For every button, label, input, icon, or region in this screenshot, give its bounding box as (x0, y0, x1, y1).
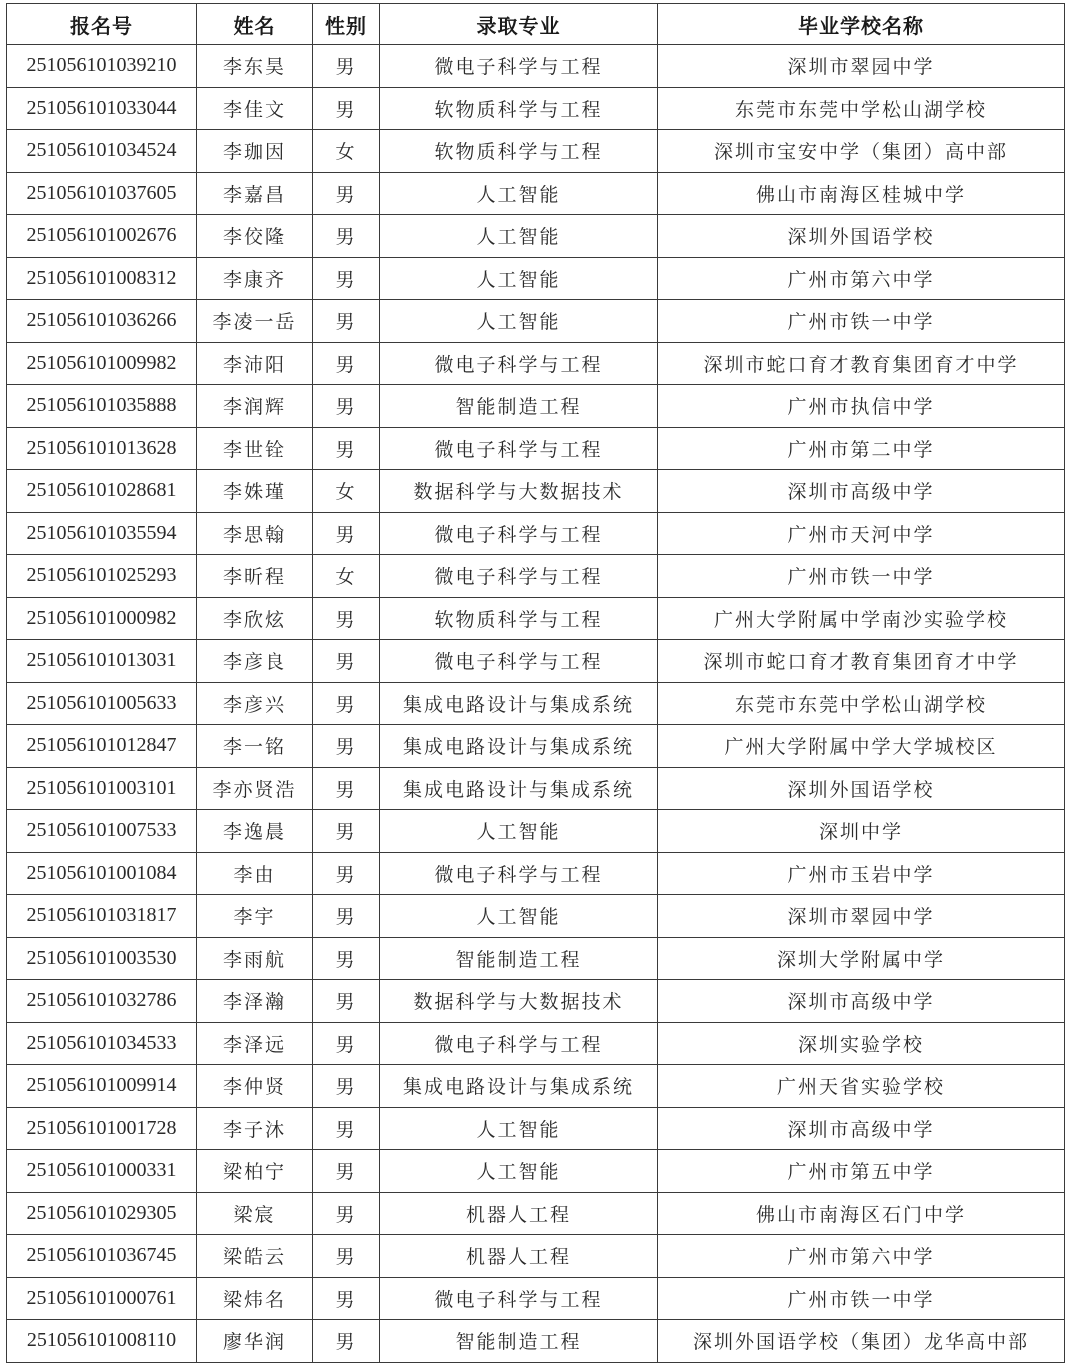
major-cell: 微电子科学与工程 (380, 512, 658, 555)
gender-cell: 男 (313, 427, 380, 470)
major-cell: 机器人工程 (380, 1192, 658, 1235)
school-cell: 广州市第六中学 (658, 257, 1065, 300)
table-row (7, 385, 1065, 428)
school-cell: 广州市铁一中学 (658, 300, 1065, 343)
school-cell: 广州市执信中学 (658, 385, 1065, 428)
gender-cell: 男 (313, 385, 380, 428)
gender-cell: 男 (313, 980, 380, 1023)
table-row (7, 767, 1065, 810)
school-cell: 广州市铁一中学 (658, 1277, 1065, 1320)
table-row (7, 725, 1065, 768)
table-row (7, 257, 1065, 300)
registration-number-cell: 251056101039210 (7, 45, 197, 88)
school-cell: 佛山市南海区石门中学 (658, 1192, 1065, 1235)
registration-number-cell: 251056101025293 (7, 555, 197, 598)
gender-cell: 男 (313, 767, 380, 810)
name-cell: 李珈因 (197, 130, 313, 173)
major-cell: 微电子科学与工程 (380, 852, 658, 895)
name-cell: 李佳文 (197, 87, 313, 130)
name-cell: 李润辉 (197, 385, 313, 428)
registration-number-cell: 251056101036745 (7, 1235, 197, 1278)
table-row (7, 1320, 1065, 1363)
name-cell: 李嘉昌 (197, 172, 313, 215)
registration-number-cell: 251056101003101 (7, 767, 197, 810)
school-cell: 深圳外国语学校 (658, 215, 1065, 258)
school-cell: 深圳市高级中学 (658, 470, 1065, 513)
major-cell: 智能制造工程 (380, 937, 658, 980)
registration-number-cell: 251056101007533 (7, 810, 197, 853)
name-cell: 李子沐 (197, 1107, 313, 1150)
name-cell: 李佼隆 (197, 215, 313, 258)
header-row (7, 4, 1065, 45)
admission-list-sheet (6, 3, 1064, 1363)
gender-cell: 男 (313, 172, 380, 215)
major-cell: 集成电路设计与集成系统 (380, 1065, 658, 1108)
school-cell: 东莞市东莞中学松山湖学校 (658, 87, 1065, 130)
gender-cell: 男 (313, 682, 380, 725)
gender-cell: 男 (313, 342, 380, 385)
registration-number-cell: 251056101000982 (7, 597, 197, 640)
name-cell: 梁柏宁 (197, 1150, 313, 1193)
gender-cell: 男 (313, 725, 380, 768)
major-cell: 微电子科学与工程 (380, 555, 658, 598)
table-header (7, 4, 1065, 45)
gender-cell: 男 (313, 512, 380, 555)
gender-cell: 男 (313, 1320, 380, 1363)
major-cell: 数据科学与大数据技术 (380, 980, 658, 1023)
table-row (7, 810, 1065, 853)
school-cell: 深圳大学附属中学 (658, 937, 1065, 980)
table-row (7, 1235, 1065, 1278)
major-cell: 集成电路设计与集成系统 (380, 725, 658, 768)
gender-cell: 男 (313, 640, 380, 683)
gender-cell: 男 (313, 1107, 380, 1150)
table-row (7, 682, 1065, 725)
table-row (7, 1192, 1065, 1235)
name-cell: 李一铭 (197, 725, 313, 768)
table-row (7, 470, 1065, 513)
table-row (7, 895, 1065, 938)
registration-number-cell: 251056101037605 (7, 172, 197, 215)
major-cell: 智能制造工程 (380, 1320, 658, 1363)
header-admitted-major: 录取专业 (380, 4, 658, 45)
major-cell: 人工智能 (380, 895, 658, 938)
major-cell: 人工智能 (380, 1107, 658, 1150)
name-cell: 李沛阳 (197, 342, 313, 385)
major-cell: 微电子科学与工程 (380, 342, 658, 385)
gender-cell: 女 (313, 555, 380, 598)
gender-cell: 男 (313, 257, 380, 300)
name-cell: 李泽远 (197, 1022, 313, 1065)
admission-table (6, 3, 1065, 1363)
name-cell: 李彦兴 (197, 682, 313, 725)
registration-number-cell: 251056101001084 (7, 852, 197, 895)
major-cell: 人工智能 (380, 172, 658, 215)
gender-cell: 男 (313, 852, 380, 895)
school-cell: 深圳中学 (658, 810, 1065, 853)
major-cell: 人工智能 (380, 257, 658, 300)
table-row (7, 87, 1065, 130)
school-cell: 广州市铁一中学 (658, 555, 1065, 598)
registration-number-cell: 251056101005633 (7, 682, 197, 725)
gender-cell: 男 (313, 1065, 380, 1108)
table-row (7, 300, 1065, 343)
header-registration-number: 报名号 (7, 4, 197, 45)
school-cell: 广州大学附属中学大学城校区 (658, 725, 1065, 768)
name-cell: 李雨航 (197, 937, 313, 980)
name-cell: 李凌一岳 (197, 300, 313, 343)
name-cell: 李思翰 (197, 512, 313, 555)
name-cell: 李昕程 (197, 555, 313, 598)
name-cell: 李宇 (197, 895, 313, 938)
name-cell: 李泽瀚 (197, 980, 313, 1023)
major-cell: 微电子科学与工程 (380, 1277, 658, 1320)
school-cell: 深圳市蛇口育才教育集团育才中学 (658, 342, 1065, 385)
school-cell: 东莞市东莞中学松山湖学校 (658, 682, 1065, 725)
major-cell: 微电子科学与工程 (380, 1022, 658, 1065)
registration-number-cell: 251056101000761 (7, 1277, 197, 1320)
name-cell: 李东昊 (197, 45, 313, 88)
registration-number-cell: 251056101035888 (7, 385, 197, 428)
name-cell: 梁皓云 (197, 1235, 313, 1278)
name-cell: 李由 (197, 852, 313, 895)
header-graduating-school: 毕业学校名称 (658, 4, 1065, 45)
table-row (7, 45, 1065, 88)
major-cell: 集成电路设计与集成系统 (380, 767, 658, 810)
school-cell: 深圳外国语学校（集团）龙华高中部 (658, 1320, 1065, 1363)
table-row (7, 215, 1065, 258)
school-cell: 深圳市翠园中学 (658, 45, 1065, 88)
major-cell: 微电子科学与工程 (380, 45, 658, 88)
name-cell: 廖华润 (197, 1320, 313, 1363)
school-cell: 广州市玉岩中学 (658, 852, 1065, 895)
gender-cell: 男 (313, 1022, 380, 1065)
table-row (7, 852, 1065, 895)
gender-cell: 女 (313, 470, 380, 513)
registration-number-cell: 251056101000331 (7, 1150, 197, 1193)
major-cell: 软物质科学与工程 (380, 87, 658, 130)
table-row (7, 937, 1065, 980)
major-cell: 集成电路设计与集成系统 (380, 682, 658, 725)
school-cell: 广州天省实验学校 (658, 1065, 1065, 1108)
gender-cell: 男 (313, 87, 380, 130)
registration-number-cell: 251056101031817 (7, 895, 197, 938)
school-cell: 广州大学附属中学南沙实验学校 (658, 597, 1065, 640)
gender-cell: 男 (313, 1277, 380, 1320)
school-cell: 深圳市宝安中学（集团）高中部 (658, 130, 1065, 173)
name-cell: 梁宸 (197, 1192, 313, 1235)
gender-cell: 男 (313, 1235, 380, 1278)
table-row (7, 1065, 1065, 1108)
header-name: 姓名 (197, 4, 313, 45)
name-cell: 李彦良 (197, 640, 313, 683)
registration-number-cell: 251056101013628 (7, 427, 197, 470)
school-cell: 广州市第五中学 (658, 1150, 1065, 1193)
school-cell: 深圳市高级中学 (658, 1107, 1065, 1150)
table-row (7, 1277, 1065, 1320)
registration-number-cell: 251056101008110 (7, 1320, 197, 1363)
major-cell: 智能制造工程 (380, 385, 658, 428)
registration-number-cell: 251056101013031 (7, 640, 197, 683)
gender-cell: 男 (313, 810, 380, 853)
school-cell: 深圳市蛇口育才教育集团育才中学 (658, 640, 1065, 683)
registration-number-cell: 251056101036266 (7, 300, 197, 343)
registration-number-cell: 251056101003530 (7, 937, 197, 980)
gender-cell: 女 (313, 130, 380, 173)
school-cell: 深圳市高级中学 (658, 980, 1065, 1023)
major-cell: 微电子科学与工程 (380, 640, 658, 683)
school-cell: 深圳市翠园中学 (658, 895, 1065, 938)
school-cell: 广州市天河中学 (658, 512, 1065, 555)
table-row (7, 512, 1065, 555)
registration-number-cell: 251056101001728 (7, 1107, 197, 1150)
table-row (7, 980, 1065, 1023)
name-cell: 李逸晨 (197, 810, 313, 853)
major-cell: 人工智能 (380, 810, 658, 853)
table-row (7, 1150, 1065, 1193)
registration-number-cell: 251056101034533 (7, 1022, 197, 1065)
name-cell: 李世铨 (197, 427, 313, 470)
registration-number-cell: 251056101033044 (7, 87, 197, 130)
table-row (7, 640, 1065, 683)
registration-number-cell: 251056101009914 (7, 1065, 197, 1108)
table-row (7, 597, 1065, 640)
major-cell: 软物质科学与工程 (380, 597, 658, 640)
school-cell: 广州市第六中学 (658, 1235, 1065, 1278)
gender-cell: 男 (313, 300, 380, 343)
school-cell: 深圳实验学校 (658, 1022, 1065, 1065)
table-row (7, 1022, 1065, 1065)
gender-cell: 男 (313, 597, 380, 640)
table-row (7, 427, 1065, 470)
gender-cell: 男 (313, 895, 380, 938)
major-cell: 人工智能 (380, 1150, 658, 1193)
school-cell: 广州市第二中学 (658, 427, 1065, 470)
registration-number-cell: 251056101008312 (7, 257, 197, 300)
table-row (7, 555, 1065, 598)
major-cell: 软物质科学与工程 (380, 130, 658, 173)
registration-number-cell: 251056101009982 (7, 342, 197, 385)
major-cell: 人工智能 (380, 300, 658, 343)
registration-number-cell: 251056101035594 (7, 512, 197, 555)
name-cell: 李亦贤浩 (197, 767, 313, 810)
table-row (7, 342, 1065, 385)
registration-number-cell: 251056101012847 (7, 725, 197, 768)
name-cell: 李欣炫 (197, 597, 313, 640)
major-cell: 机器人工程 (380, 1235, 658, 1278)
table-row (7, 1107, 1065, 1150)
header-gender: 性别 (313, 4, 380, 45)
name-cell: 梁炜名 (197, 1277, 313, 1320)
major-cell: 微电子科学与工程 (380, 427, 658, 470)
gender-cell: 男 (313, 937, 380, 980)
gender-cell: 男 (313, 1192, 380, 1235)
registration-number-cell: 251056101034524 (7, 130, 197, 173)
name-cell: 李康齐 (197, 257, 313, 300)
major-cell: 数据科学与大数据技术 (380, 470, 658, 513)
table-body (7, 45, 1065, 1363)
school-cell: 佛山市南海区桂城中学 (658, 172, 1065, 215)
registration-number-cell: 251056101002676 (7, 215, 197, 258)
name-cell: 李姝瑾 (197, 470, 313, 513)
registration-number-cell: 251056101029305 (7, 1192, 197, 1235)
gender-cell: 男 (313, 1150, 380, 1193)
table-row (7, 172, 1065, 215)
registration-number-cell: 251056101028681 (7, 470, 197, 513)
gender-cell: 男 (313, 215, 380, 258)
name-cell: 李仲贤 (197, 1065, 313, 1108)
school-cell: 深圳外国语学校 (658, 767, 1065, 810)
gender-cell: 男 (313, 45, 380, 88)
registration-number-cell: 251056101032786 (7, 980, 197, 1023)
table-row (7, 130, 1065, 173)
major-cell: 人工智能 (380, 215, 658, 258)
